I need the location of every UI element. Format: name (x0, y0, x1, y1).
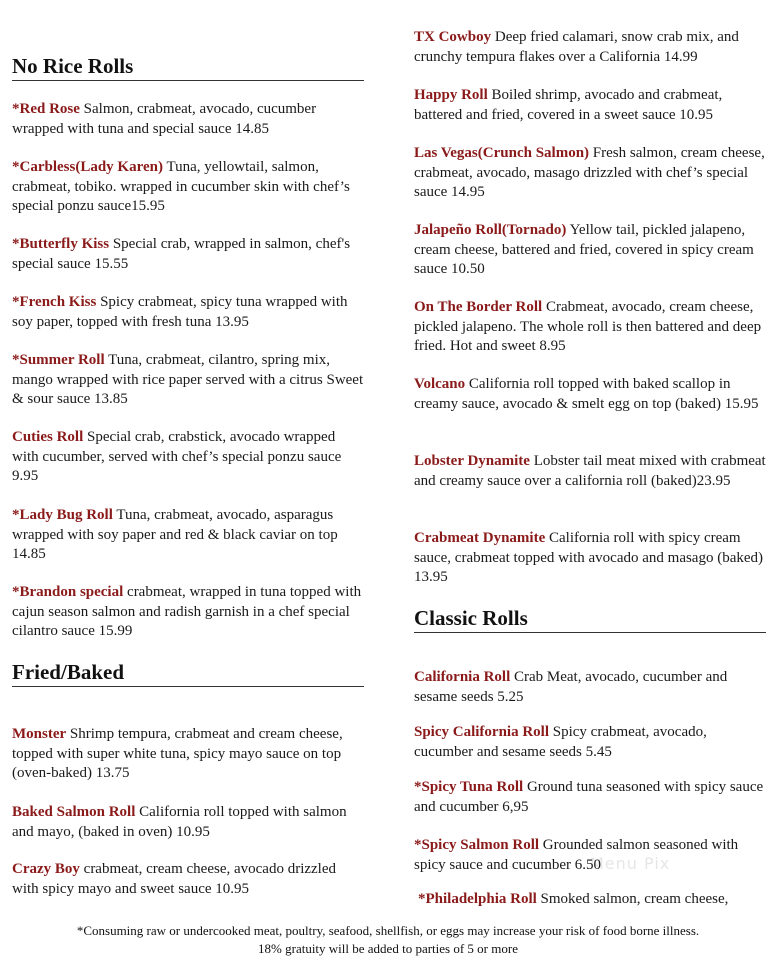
item-description: Special crab, crabstick, avocado wrapped with cucumber, served with chef’s special ponzu sauce 9.95 (12, 429, 342, 484)
item-description: Special crab, wrapped in salmon, chef's special sauce 15.55 (12, 236, 351, 272)
item-description: Crab Meat, avocado, cucumber and sesame seeds 5.25 (414, 669, 728, 705)
menu-item (414, 723, 766, 762)
menu-item (12, 506, 364, 565)
gratuity-notice: 18% gratuity will be added to parties of 5 or more (258, 941, 518, 956)
section-divider (414, 632, 766, 633)
item-name: *Carbless(Lady Karen) (12, 159, 163, 175)
item-name: Cuties Roll (12, 429, 84, 445)
item-description: California roll topped with salmon and mayo, (baked in oven) 10.95 (12, 804, 347, 840)
item-name: Monster (12, 726, 67, 742)
section-title-classic-rolls: Classic Rolls (414, 606, 528, 630)
menu-item (12, 351, 364, 410)
watermark: Menu Pix (590, 854, 671, 873)
menu-item (414, 298, 766, 357)
menu-item (12, 158, 364, 217)
item-name: *Spicy Salmon Roll (414, 837, 540, 853)
menu-item (12, 803, 364, 842)
item-name: Jalapeño Roll(Tornado) (414, 222, 567, 238)
item-name: Happy Roll (414, 87, 488, 103)
item-name: On The Border Roll (414, 299, 543, 315)
menu-item (12, 583, 364, 642)
item-description: Yellow tail, pickled jalapeno, cream cheese, battered and fried, covered in spicy cream sauce 10.50 (414, 222, 754, 277)
menu-item (414, 221, 766, 280)
item-description: Tuna, yellowtail, salmon, crabmeat, tobiko. wrapped in cucumber skin with chef’s special ponzu sauce15.95 (12, 159, 350, 214)
menu-item (12, 293, 364, 332)
menu-item (12, 860, 364, 899)
menu-item (12, 725, 364, 784)
item-name: Baked Salmon Roll (12, 804, 136, 820)
item-name: TX Cowboy (414, 29, 492, 45)
food-safety-notice: *Consuming raw or undercooked meat, poultry, seafood, shellfish, or eggs may increase your risk of food borne illness. (76, 923, 700, 938)
item-description: Tuna, crabmeat, cilantro, spring mix, mango wrapped with rice paper served with a citrus Sweet & sour sauce 13.85 (12, 352, 364, 407)
item-description: Shrimp tempura, crabmeat and cream cheese, topped with super white tuna, spicy mayo sauce on top (oven-baked) 13.75 (12, 726, 343, 781)
item-description: California roll with spicy cream sauce, crabmeat topped with avocado and masago (baked) 13.95 (414, 530, 764, 585)
item-description: Spicy crabmeat, spicy tuna wrapped with soy paper, topped with fresh tuna 13.95 (12, 294, 348, 330)
item-name: Crabmeat Dynamite (414, 530, 546, 546)
section-divider (12, 686, 364, 687)
section-divider (12, 80, 364, 81)
item-description: Crabmeat, avocado, cream cheese, pickled jalapeno. The whole roll is then battered and deep fried. Hot and sweet 8.95 (414, 299, 762, 354)
item-name: *Lady Bug Roll (12, 507, 113, 523)
item-name: *Spicy Tuna Roll (414, 779, 524, 795)
item-description: Ground tuna seasoned with spicy sauce and cucumber 6,95 (414, 779, 764, 815)
menu-item (414, 28, 766, 67)
item-description: Smoked salmon, cream cheese, (536, 891, 729, 907)
item-description: Salmon, crabmeat, avocado, cucumber wrapped with tuna and special sauce 14.85 (12, 101, 317, 137)
menu-item (414, 375, 766, 414)
section-title-no-rice-rolls: No Rice Rolls (12, 54, 134, 78)
item-name: *Red Rose (12, 101, 80, 117)
item-description: Spicy crabmeat, avocado, cucumber and sesame seeds 5.45 (414, 724, 707, 760)
item-name: *French Kiss (12, 294, 97, 310)
menu-item (418, 890, 770, 910)
menu-item (414, 86, 766, 125)
menu-item (12, 100, 364, 139)
item-name: Crazy Boy (12, 861, 80, 877)
menu-item (12, 235, 364, 274)
item-description: Grounded salmon seasoned with spicy sauce and cucumber 6.50 (414, 837, 739, 873)
menu-item (414, 778, 766, 817)
item-description: Boiled shrimp, avocado and crabmeat, battered and fried, covered in a sweet sauce 10.95 (414, 87, 723, 123)
item-name: *Brandon special (12, 584, 124, 600)
item-name: California Roll (414, 669, 511, 685)
section-title-fried-baked: Fried/Baked (12, 660, 125, 684)
footer-disclaimer (0, 922, 776, 958)
menu-item (414, 668, 766, 707)
menu-item (414, 452, 766, 491)
item-name: Lobster Dynamite (414, 453, 530, 469)
menu-item (414, 144, 766, 203)
item-description: crabmeat, wrapped in tuna topped with cajun season salmon and radish garnish in a chef special cilantro sauce 15.99 (12, 584, 362, 639)
item-description: Tuna, crabmeat, avocado, asparagus wrapped with soy paper and red & black caviar on top 14.85 (12, 507, 338, 562)
item-description: California roll topped with baked scallop in creamy sauce, avocado & smelt egg on top (baked) 15.95 (414, 376, 759, 412)
item-name: *Summer Roll (12, 352, 105, 368)
item-name: Spicy California Roll (414, 724, 550, 740)
item-description: Lobster tail meat mixed with crabmeat and creamy sauce over a california roll (baked)23.95 (414, 453, 766, 489)
item-description: Fresh salmon, cream cheese, crabmeat, avocado, masago drizzled with chef’s special sauce 14.95 (414, 145, 765, 200)
item-description: Deep fried calamari, snow crab mix, and crunchy tempura flakes over a California 14.99 (414, 29, 739, 65)
menu-item (12, 428, 364, 487)
menu-item (414, 529, 766, 588)
item-name: *Philadelphia Roll (418, 891, 537, 907)
item-description: crabmeat, cream cheese, avocado drizzled with spicy mayo and sweet sauce 10.95 (12, 861, 336, 897)
item-name: Las Vegas(Crunch Salmon) (414, 145, 590, 161)
item-name: *Butterfly Kiss (12, 236, 110, 252)
item-name: Volcano (414, 376, 466, 392)
